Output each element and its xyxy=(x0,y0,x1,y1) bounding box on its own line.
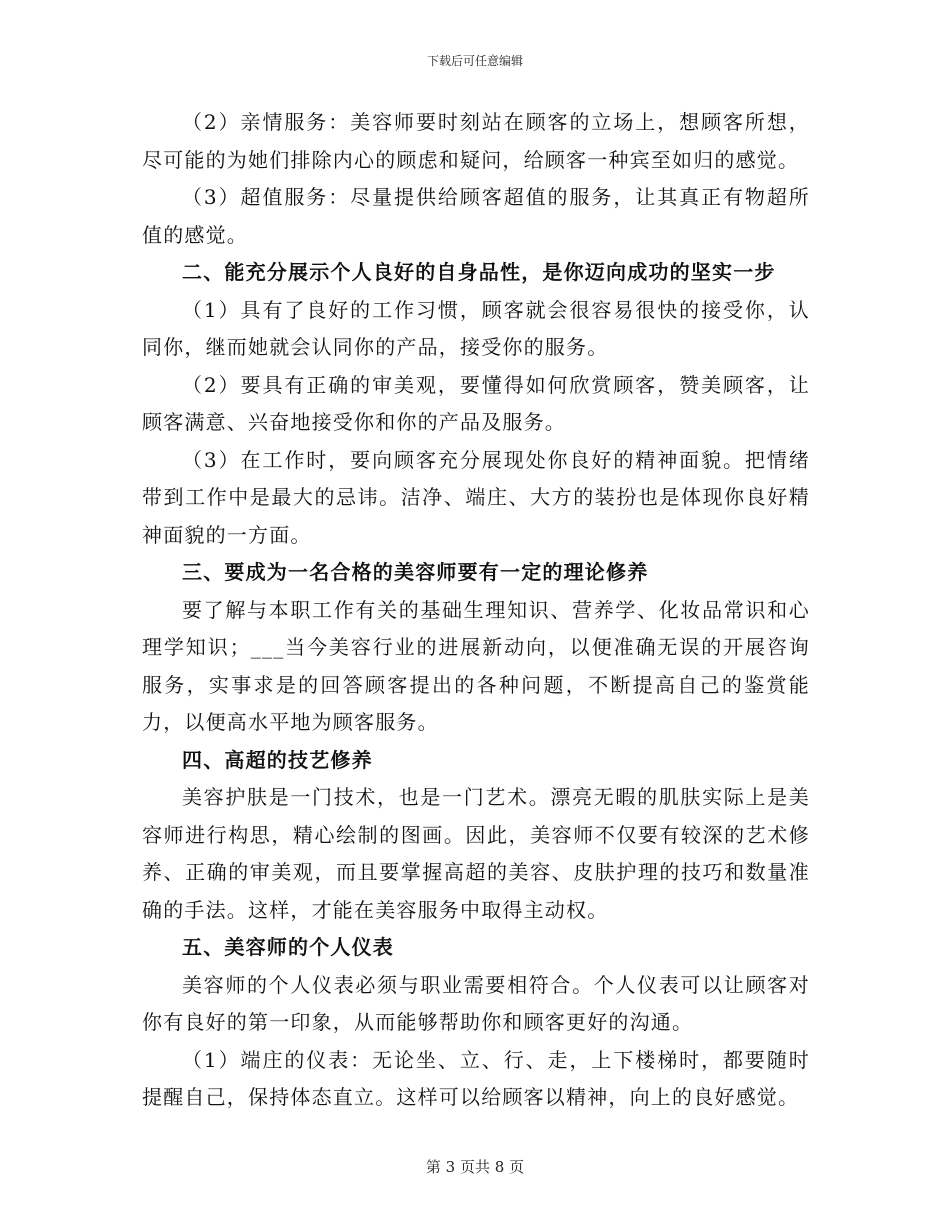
section-heading-4: 四、高超的技艺修养 xyxy=(182,747,373,772)
paragraph-family-service: （2）亲情服务：美容师要时刻站在顾客的立场上，想顾客所想，尽可能的为她们排除内心的顾虑和疑问，给顾客一种宾至如归的感觉。 xyxy=(142,110,810,172)
paragraph-appearance: 美容师的个人仪表必须与职业需要相符合。个人仪表可以让顾客对你有良好的第一印象，从而能够帮助你和顾客更好的沟通。 xyxy=(142,972,810,1034)
paragraph-theory: 要了解与本职工作有关的基础生理知识、营养学、化妆品常识和心理学知识；___当今美容行业的进展新动向，以便准确无误的开展咨询服务，实事求是的回答顾客提出的各种问题，不断提高自己的鉴赏能力，以便高水平地为顾客服务。 xyxy=(142,597,810,734)
paragraph-value-service: （3）超值服务：尽量提供给顾客超值的服务，让其真正有物超所值的感觉。 xyxy=(142,185,810,247)
paragraph-posture: （1）端庄的仪表：无论坐、立、行、走，上下楼梯时，都要随时提醒自己，保持体态直立。这样可以给顾客以精神，向上的良好感觉。 xyxy=(142,1047,810,1109)
section-heading-3: 三、要成为一名合格的美容师要有一定的理论修养 xyxy=(182,560,649,584)
paragraph-skills: 美容护肤是一门技术，也是一门艺术。漂亮无暇的肌肤实际上是美容师进行构思，精心绘制的图画。因此，美容师不仅要有较深的艺术修养、正确的审美观，而且要掌握高超的美容、皮肤护理的技巧和数量准确的手法。这样，才能在美容服务中取得主动权。 xyxy=(142,785,810,922)
section-heading-5: 五、美容师的个人仪表 xyxy=(182,935,394,959)
section-heading-2: 二、能充分展示个人良好的自身品性，是你迈向成功的坚实一步 xyxy=(182,260,776,284)
paragraph-work-habits: （1）具有了良好的工作习惯，顾客就会很容易很快的接受你，认同你，继而她就会认同你的产品，接受你的服务。 xyxy=(142,297,810,359)
document-body xyxy=(142,104,810,1117)
paragraph-aesthetics: （2）要具有正确的审美观，要懂得如何欣赏顾客，赞美顾客，让顾客满意、兴奋地接受你和你的产品及服务。 xyxy=(142,372,810,434)
page-header-note: 下载后可任意编辑 xyxy=(426,54,523,68)
paragraph-spirit: （3）在工作时，要向顾客充分展现处你良好的精神面貌。把情绪带到工作中是最大的忌讳。洁净、端庄、大方的装扮也是体现你良好精神面貌的一方面。 xyxy=(142,447,810,547)
page-number: 第 3 页共 8 页 xyxy=(425,1158,525,1176)
